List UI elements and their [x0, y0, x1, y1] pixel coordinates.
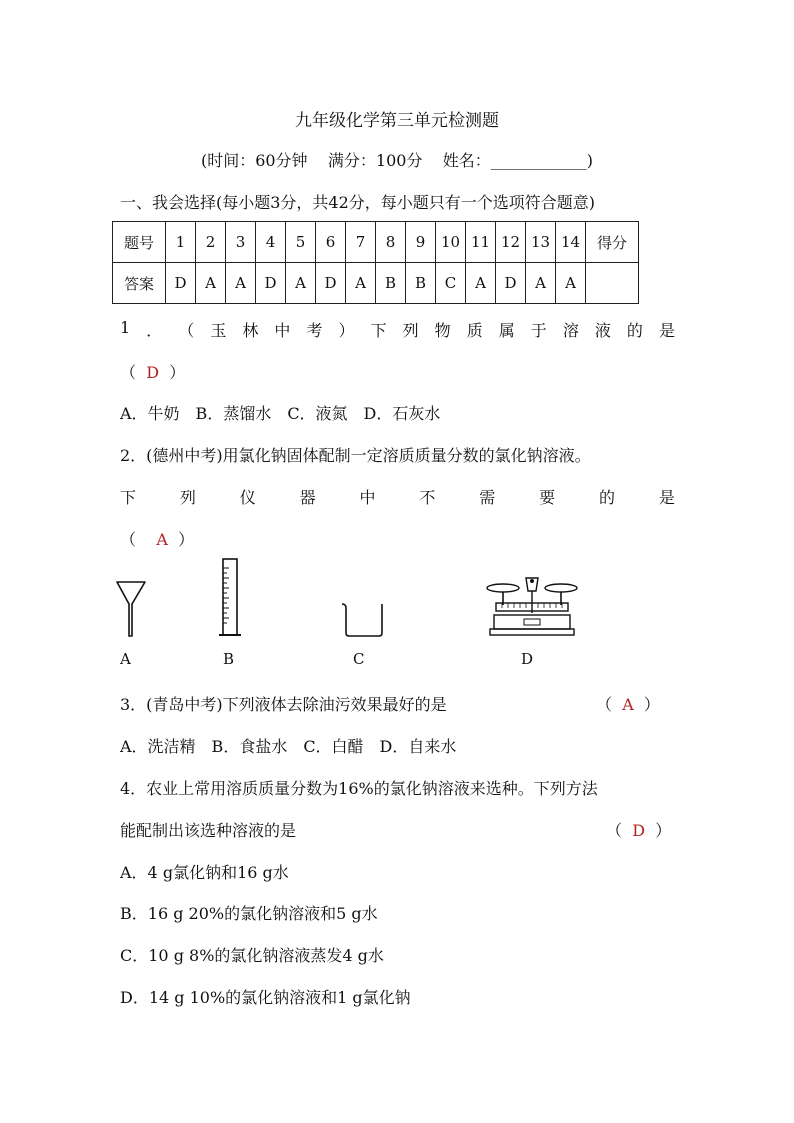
option-d: D．14 g 10%的氯化钠溶液和1 g氯化钠 [120, 988, 411, 1007]
question-number: 11 [466, 222, 496, 263]
answer-cell: B [376, 263, 406, 304]
option-c: C．10 g 8%的氯化钠溶液蒸发4 g水 [120, 946, 384, 965]
answer-cell: D [256, 263, 286, 304]
answer-mark: A [622, 695, 634, 714]
question-number: 3 [226, 222, 256, 263]
question-number: 10 [436, 222, 466, 263]
question-4-answer: （ D ） [606, 821, 672, 840]
beaker-icon [339, 600, 387, 640]
answer-cell: A [226, 263, 256, 304]
question-3-answer: （ A ） [596, 695, 660, 714]
question-1-options: A．牛奶 B．蒸馏水 C．液氮 D．石灰水 [120, 404, 441, 423]
figure-label-b: B [223, 650, 235, 668]
page-title: 九年级化学第三单元检测题 [295, 111, 499, 131]
answer-cell: D [316, 263, 346, 304]
option-b: B．16 g 20%的氯化钠溶液和5 g水 [120, 904, 378, 923]
question-1-answer: （ D ） [120, 363, 186, 382]
answer-cell: B [406, 263, 436, 304]
question-2-stem: 2．(德州中考)用氯化钠固体配制一定溶质质量分数的氯化钠溶液。 [120, 446, 591, 465]
table-row [113, 263, 639, 304]
answer-table [112, 221, 639, 304]
row-label: 答案 [113, 263, 166, 304]
question-number: 2 [196, 222, 226, 263]
answer-mark: D [632, 821, 646, 840]
exam-info [0, 148, 794, 171]
section-heading: 一、我会选择(每小题3分，共42分，每小题只有一个选项符合题意) [120, 193, 596, 212]
question-3-options: A．洗洁精 B．食盐水 C．白醋 D．自来水 [120, 737, 457, 756]
question-3-stem: 3．(青岛中考)下列液体去除油污效果最好的是 [120, 695, 447, 714]
figure-label-c: C [353, 650, 365, 668]
answer-cell: D [496, 263, 526, 304]
graduated-cylinder-icon [217, 556, 245, 640]
time-limit: (时间：60分钟 [200, 151, 308, 170]
full-score: 满分：100分 [327, 151, 423, 170]
question-4-stem-cont: 能配制出该选种溶液的是 [120, 821, 297, 840]
question-4-stem: 4．农业上常用溶质质量分数为16%的氯化钠溶液来选种。下列方法 [120, 779, 598, 798]
score-label: 得分 [586, 222, 639, 263]
answer-cell: A [466, 263, 496, 304]
answer-cell: A [196, 263, 226, 304]
question-number: 9 [406, 222, 436, 263]
question-2-stem-cont: 下 列 仪 器 中 不 需 要 的 是 [120, 488, 675, 507]
question-1-stem: 1 ． （ 玉 林 中 考 ） 下 列 物 质 属 于 溶 液 的 是 [120, 318, 675, 340]
score-cell[interactable] [586, 263, 639, 304]
answer-mark: A [156, 530, 168, 549]
question-number: 14 [556, 222, 586, 263]
question-number: 8 [376, 222, 406, 263]
row-label: 题号 [113, 222, 166, 263]
question-number: 6 [316, 222, 346, 263]
question-2-answer: （ A ） [120, 530, 195, 549]
answer-cell: A [526, 263, 556, 304]
balance-scale-icon [484, 573, 580, 639]
answer-cell: A [346, 263, 376, 304]
name-field: 姓名：____________) [442, 151, 594, 170]
figure-label-d: D [521, 650, 534, 668]
figure-label-a: A [120, 650, 131, 668]
question-number: 12 [496, 222, 526, 263]
answer-mark: D [146, 363, 160, 382]
question-number: 13 [526, 222, 556, 263]
option-a: A．4 g氯化钠和16 g水 [120, 863, 289, 882]
answer-cell: D [166, 263, 196, 304]
funnel-icon [113, 578, 149, 640]
answer-cell: A [556, 263, 586, 304]
question-number: 4 [256, 222, 286, 263]
answer-cell: C [436, 263, 466, 304]
table-row [113, 222, 639, 263]
question-number: 5 [286, 222, 316, 263]
question-number: 7 [346, 222, 376, 263]
question-number: 1 [166, 222, 196, 263]
answer-cell: A [286, 263, 316, 304]
